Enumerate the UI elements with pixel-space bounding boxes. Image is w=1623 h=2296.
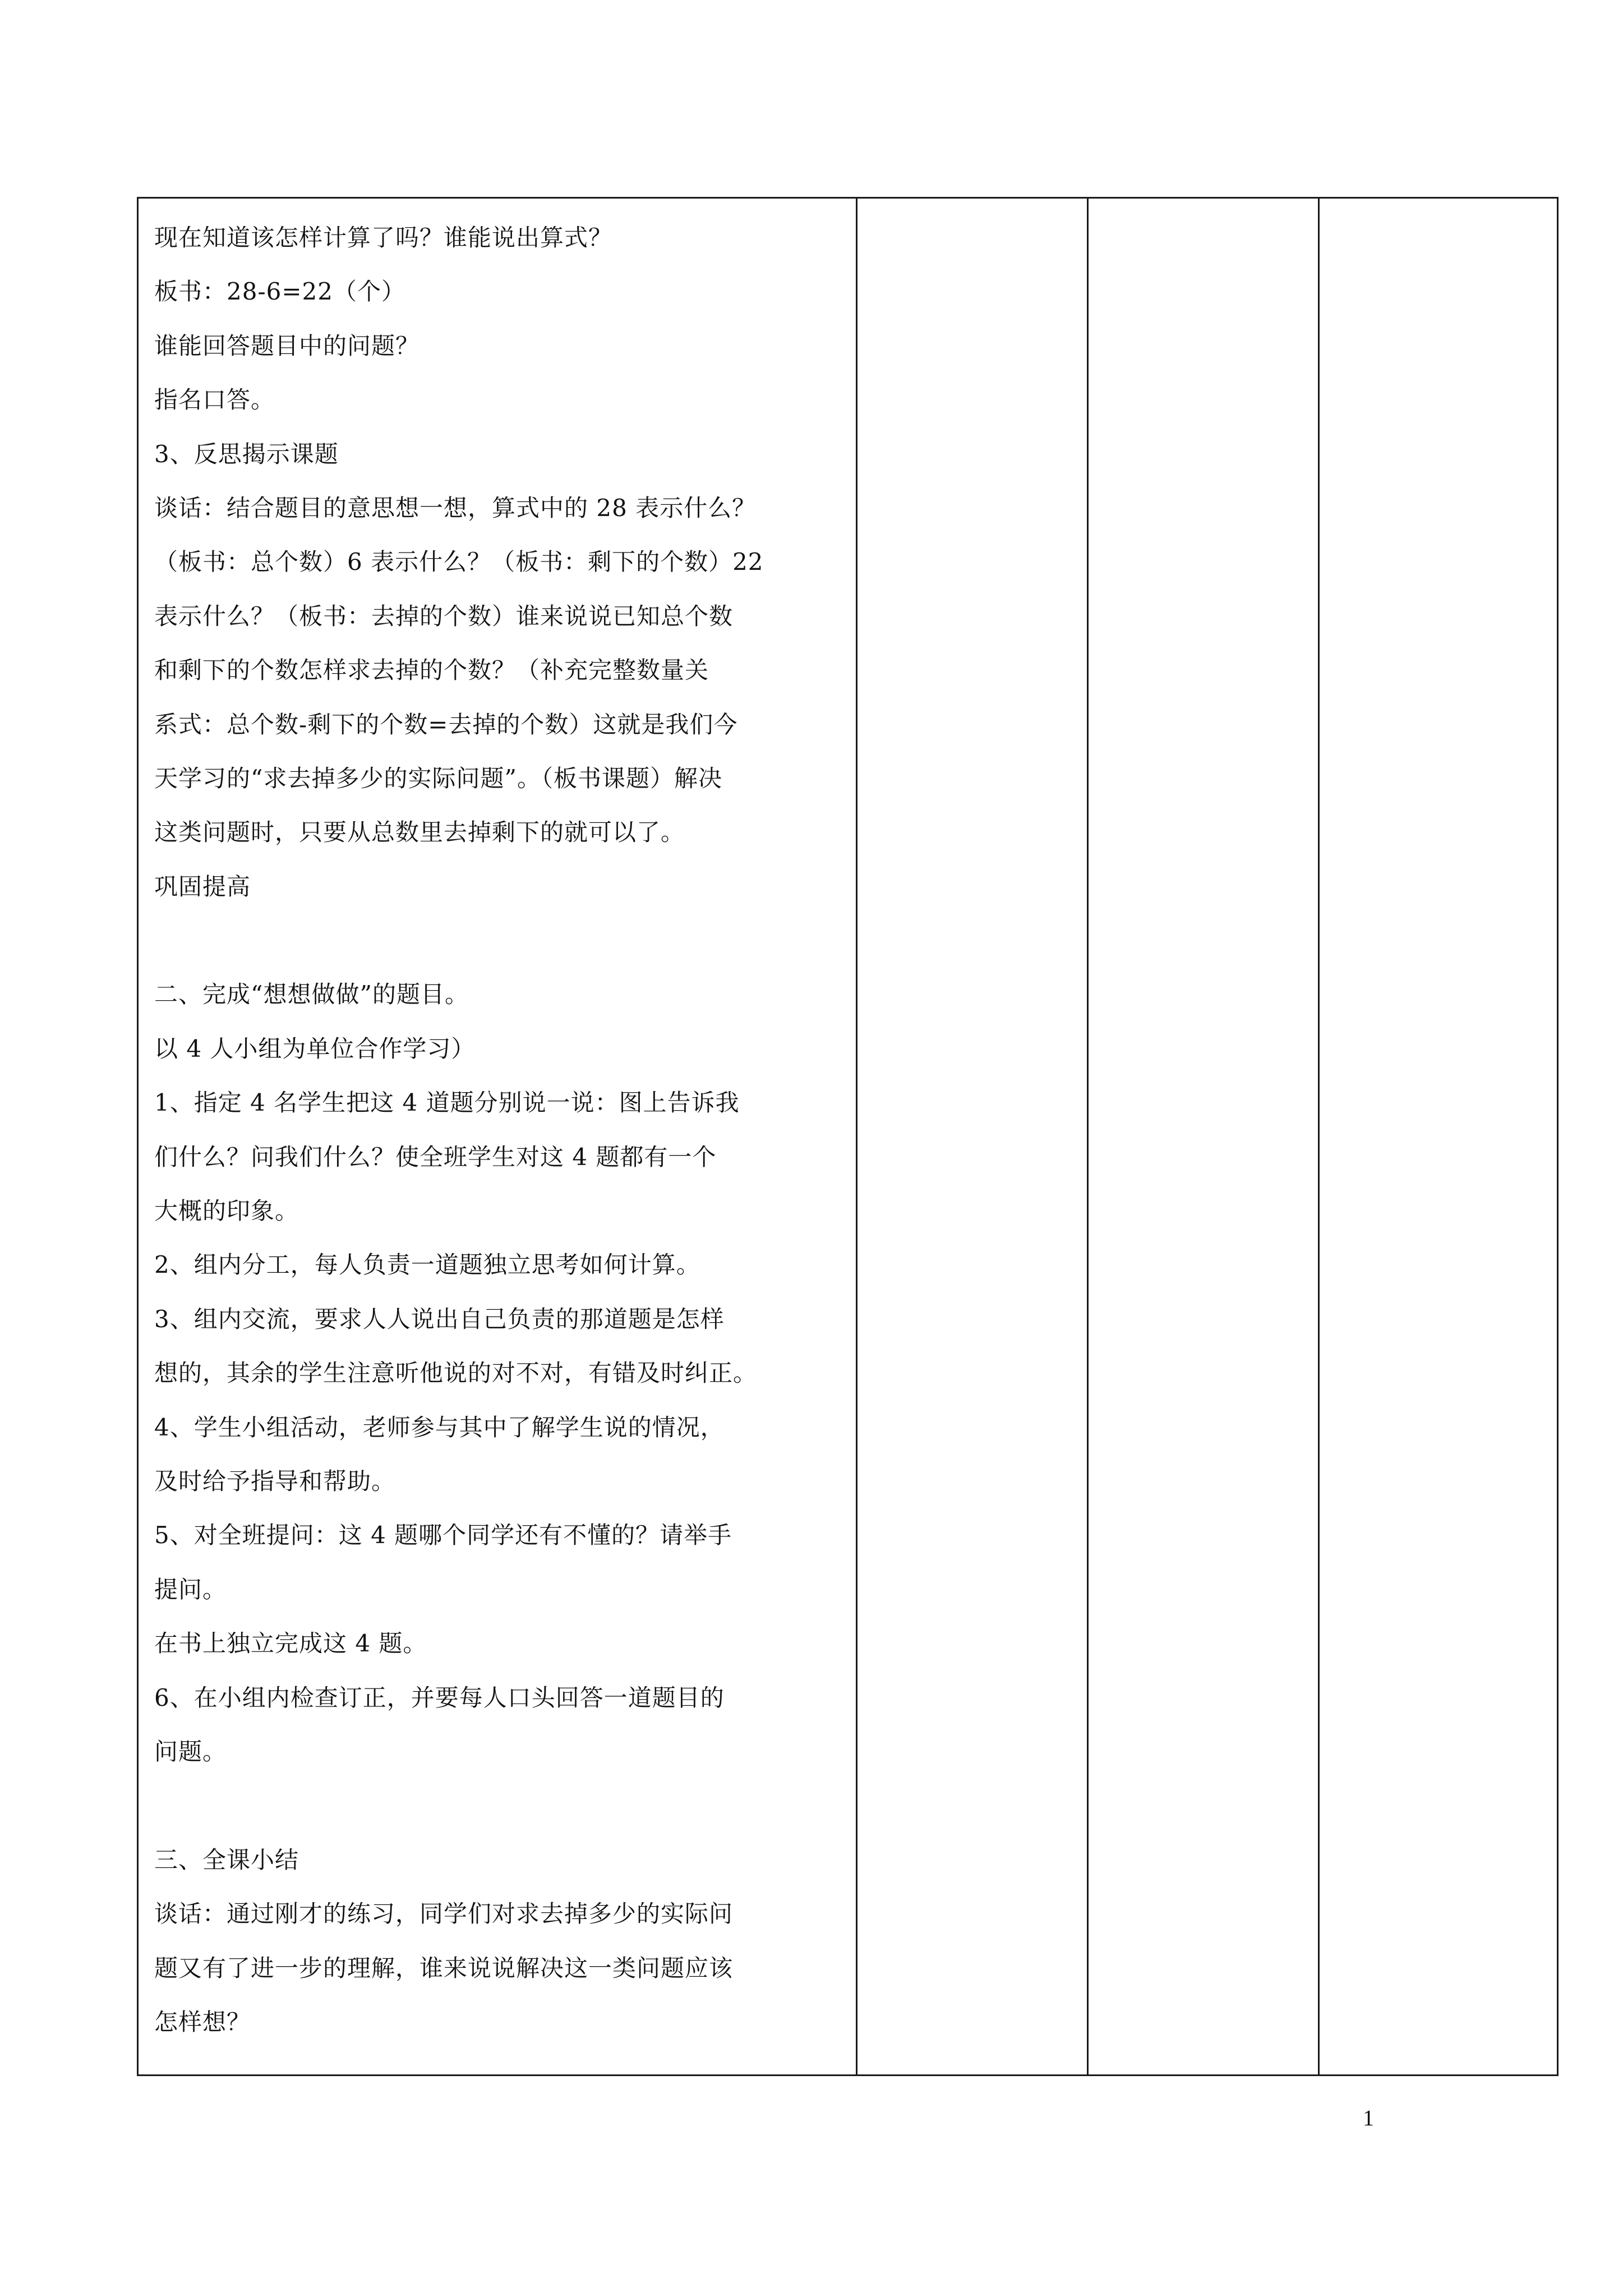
empty-column-cell <box>1088 198 1319 2076</box>
lesson-text <box>139 199 856 2049</box>
text-line: 怎样想？ <box>154 2008 251 2036</box>
text-line: 天学习的“求去掉多少的实际问题”。（板书课题）解决 <box>154 764 722 792</box>
section-heading: 二、完成“想想做做”的题目。 <box>154 981 469 1009</box>
empty-column-cell <box>857 198 1088 2076</box>
blank-line <box>154 1779 843 1833</box>
text-line: 5、对全班提问：这 4 题哪个同学还有不懂的？请举手 <box>154 1521 732 1549</box>
text-line: 指名口答。 <box>154 386 275 414</box>
text-line: 在书上独立完成这 4 题。 <box>154 1630 427 1658</box>
text-line: （板书：总个数）6 表示什么？（板书：剩下的个数）22 <box>154 548 764 576</box>
text-line: 6、在小组内检查订正，并要每人口头回答一道题目的 <box>154 1683 725 1711</box>
lesson-plan-table <box>137 197 1559 2076</box>
lesson-content-cell <box>138 198 857 2076</box>
text-line: 想的，其余的学生注意听他说的对不对，有错及时纠正。 <box>154 1359 758 1387</box>
section-heading: 三、全课小结 <box>154 1846 299 1874</box>
text-line: 系式：总个数-剩下的个数=去掉的个数）这就是我们今 <box>154 710 738 738</box>
text-line: 3、组内交流，要求人人说出自己负责的那道题是怎样 <box>154 1305 725 1333</box>
text-line: 谁能回答题目中的问题？ <box>154 332 420 360</box>
text-line: 以 4 人小组为单位合作学习） <box>154 1034 476 1062</box>
section-heading: 巩固提高 <box>154 872 251 900</box>
text-line: 和剩下的个数怎样求去掉的个数？（补充完整数量关 <box>154 656 709 684</box>
page-number: 1 <box>1363 2105 1374 2131</box>
text-line: 问题。 <box>154 1737 227 1765</box>
text-line: 板书：28-6=22（个） <box>154 278 405 306</box>
table-row <box>138 198 1558 2076</box>
text-line: 现在知道该怎样计算了吗？谁能说出算式？ <box>154 224 613 251</box>
section-heading: 3、反思揭示课题 <box>154 440 339 468</box>
text-line: 4、学生小组活动，老师参与其中了解学生说的情况， <box>154 1413 725 1441</box>
text-line: 这类问题时，只要从总数里去掉剩下的就可以了。 <box>154 818 685 846</box>
text-line: 表示什么？（板书：去掉的个数）谁来说说已知总个数 <box>154 602 734 630</box>
text-line: 提问。 <box>154 1575 227 1603</box>
text-line: 谈话：结合题目的意思想一想，算式中的 28 表示什么？ <box>154 494 757 522</box>
empty-column-cell <box>1319 198 1558 2076</box>
text-line: 1、指定 4 名学生把这 4 道题分别说一说：图上告诉我 <box>154 1089 740 1117</box>
text-line: 大概的印象。 <box>154 1197 299 1225</box>
text-line: 及时给予指导和帮助。 <box>154 1467 396 1495</box>
text-line: 谈话：通过刚才的练习，同学们对求去掉多少的实际问 <box>154 1900 734 1928</box>
text-line: 题又有了进一步的理解，谁来说说解决这一类问题应该 <box>154 1954 734 1982</box>
blank-line <box>154 914 843 968</box>
text-line: 2、组内分工，每人负责一道题独立思考如何计算。 <box>154 1251 700 1279</box>
text-line: 们什么？问我们什么？使全班学生对这 4 题都有一个 <box>154 1143 717 1171</box>
